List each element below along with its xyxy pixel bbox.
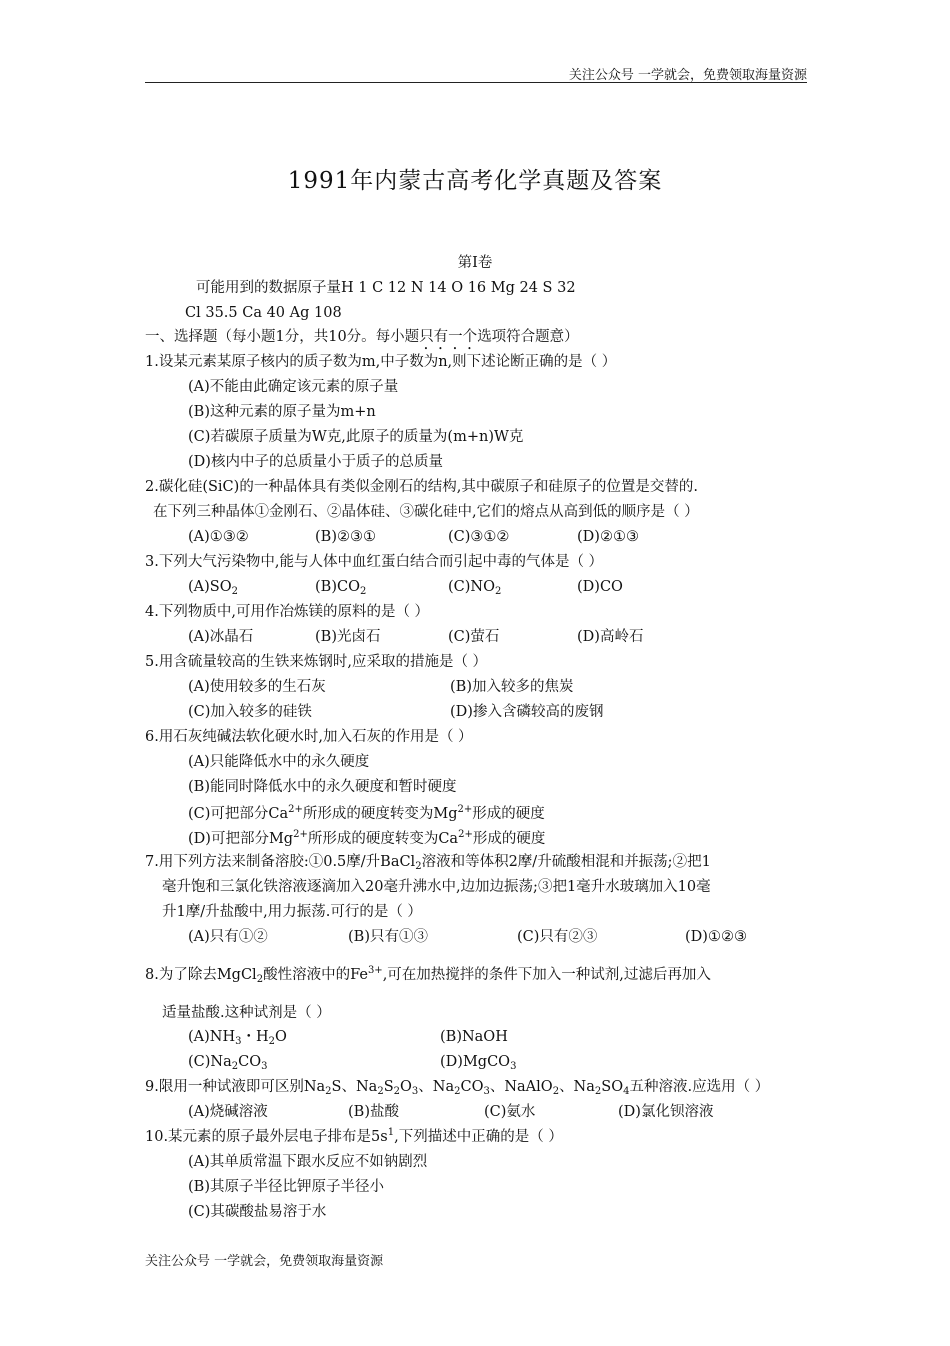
section-label: 第Ⅰ卷 [457,255,493,271]
q5-option-c: (C)加入较多的硅铁 [188,704,312,720]
q2-option-d: (D)②①③ [577,529,639,545]
q3-stem: 3.下列大气污染物中,能与人体中血红蛋白结合而引起中毒的气体是（ ） [145,554,604,570]
atomic-masses-line1: 可能用到的数据原子量H 1 C 12 N 14 O 16 Mg 24 S 32 [196,280,576,296]
q9-sub3: 2 [393,1086,400,1097]
q6-option-d [188,828,545,850]
page-title: 1991年内蒙古高考化学真题及答案 [287,168,663,194]
q8-d-sub1: 3 [510,1061,517,1072]
q8-stem-part2: 酸性溶液中的Fe [263,967,368,983]
q8-stem-part3: ,可在加热搅拌的条件下加入一种试剂,过滤后再加入 [382,967,711,983]
q6-option-c [188,803,545,825]
q2-stem-line2: 在下列三种晶体①金刚石、②晶体硅、③碳化硅中,它们的熔点从高到低的顺序是（ ） [153,504,699,520]
q8-c-part1: (C)Na [188,1054,232,1070]
q9-sub7: 2 [552,1086,560,1097]
q8-c-part2: CO [238,1054,262,1070]
q9-option-d: (D)氯化钡溶液 [618,1104,714,1120]
q7-option-b: (B)只有①③ [348,929,428,945]
q8-c-sub1: 2 [231,1061,239,1072]
q8-stem-sub: 2 [256,974,264,985]
part-heading-a: 一、选择题（每小题1分，共10分。每小题 [145,329,420,345]
q10-stem [145,1126,563,1148]
q9-option-b: (B)盐酸 [348,1104,399,1120]
q6-stem: 6.用石灰纯碱法软化硬水时,加入石灰的作用是（ ） [145,729,473,745]
q9-sub5: 2 [454,1086,461,1097]
part-heading [145,326,579,353]
q7-stem-line2: 毫升饱和三氯化铁溶液逐滴加入20毫升沸水中,边加边振荡;③把1毫升水玻璃加入10毫 [162,879,711,895]
q8-stem-sup: 3+ [367,965,383,976]
q8-a-sub1: 3 [235,1036,242,1047]
q3-option-c [448,576,501,598]
q3-option-d: (D)CO [577,579,623,595]
q6-option-b: (B)能同时降低水中的永久硬度和暂时硬度 [188,779,457,795]
q3-a-sub: 2 [231,586,238,597]
q9-sub2: 2 [377,1086,384,1097]
atomic-masses-line2: Cl 35.5 Ca 40 Ag 108 [185,305,342,321]
q6-d-part2: 所形成的硬度转变为Ca [307,831,459,847]
q7-option-c: (C)只有②③ [517,929,598,945]
q8-a-sub2: 2 [268,1036,276,1047]
q4-option-a: (A)冰晶石 [188,629,254,645]
q10-stem-sup: 1 [387,1127,395,1138]
q6-c-sup1: 2+ [288,804,303,815]
q9-s3: S [383,1079,394,1095]
q1-option-b: (B)这种元素的原子量为m+n [188,404,376,420]
q5-stem: 5.用含硫量较高的生铁来炼钢时,应采取的措施是（ ） [145,654,488,670]
q6-d-sup2: 2+ [458,829,473,840]
q9-s10: 五种溶液.应选用（ ） [629,1079,770,1095]
q3-c-sub: 2 [494,586,502,597]
q3-c-text: (C)NO [448,579,495,595]
q9-option-a: (A)烧碱溶液 [188,1104,268,1120]
q6-c-part1: (C)可把部分Ca [188,806,289,822]
q5-option-a: (A)使用较多的生石灰 [188,679,326,695]
q6-option-a: (A)只能降低水中的永久硬度 [188,754,370,770]
q7-stem-part2: 溶液和等体积2摩/升硫酸相混和并振荡;②把1 [421,854,711,870]
q1-option-a: (A)不能由此确定该元素的原子量 [188,379,399,395]
q7-stem-line1 [145,851,711,873]
q8-a-part3: O [275,1029,287,1045]
page-footer: 关注公众号 一学就会，免费领取海量资源 [145,1254,384,1269]
q9-s7: 、NaAlO [489,1079,553,1095]
q9-s9: SO [601,1079,624,1095]
q9-s4: O [400,1079,412,1095]
q6-d-part1: (D)可把部分Mg [188,831,294,847]
q2-option-b: (B)②③① [315,529,376,545]
q2-stem-line1: 2.碳化硅(SiC)的一种晶体具有类似金刚石的结构,其中碳原子和硅原子的位置是交替的. [145,479,699,495]
q7-option-a: (A)只有①② [188,929,268,945]
q6-d-part3: 形成的硬度 [472,831,546,847]
q8-stem-part1: 8.为了除去MgCl [145,967,257,983]
q9-s8: 、Na [559,1079,595,1095]
q4-option-b: (B)光卤石 [315,629,381,645]
q9-sub8: 2 [594,1086,602,1097]
q10-option-b: (B)其原子半径比钾原子半径小 [188,1179,384,1195]
q8-stem-line1 [145,964,711,986]
q8-d-part1: (D)MgCO [440,1054,511,1070]
header-text: 关注公众号 一学就会，免费领取海量资源 [568,68,807,83]
q2-option-c: (C)③①② [448,529,510,545]
q9-sub6: 3 [483,1086,490,1097]
q10-stem-part2: ,下列描述中正确的是（ ） [394,1129,563,1145]
part-heading-emphasis: 只有一个 [419,329,478,345]
q7-stem-line3: 升1摩/升盐酸中,用力振荡.可行的是（ ） [162,904,422,920]
q8-c-sub2: 3 [261,1061,268,1072]
q8-a-part2: ・H [241,1029,269,1045]
q9-s5: 、Na [418,1079,455,1095]
q2-option-a: (A)①③② [188,529,249,545]
q6-c-part3: 形成的硬度 [472,806,545,822]
q10-option-a: (A)其单质常温下跟水反应不如钠剧烈 [188,1154,428,1170]
q9-sub9: 4 [623,1086,630,1097]
q8-a-part1: (A)NH [188,1029,236,1045]
q7-option-d: (D)①②③ [685,929,747,945]
q9-stem [145,1076,769,1098]
q5-option-d: (D)掺入含磷较高的废钢 [450,704,604,720]
q6-c-sup2: 2+ [457,804,473,815]
q4-option-d: (D)高岭石 [577,629,644,645]
q4-option-c: (C)萤石 [448,629,500,645]
q3-b-text: (B)CO [315,579,360,595]
q8-option-a [188,1026,287,1048]
q9-s1: 9.限用一种试液即可区别Na [145,1079,326,1095]
q1-option-d: (D)核内中子的总质量小于质子的总质量 [188,454,443,470]
q8-option-b: (B)NaOH [440,1029,508,1045]
q1-option-c: (C)若碳原子质量为W克,此原子的质量为(m+n)W克 [188,429,524,445]
q10-option-c: (C)其碳酸盐易溶于水 [188,1204,327,1220]
q9-option-c: (C)氨水 [484,1104,536,1120]
q9-s6: CO [460,1079,484,1095]
q10-stem-part1: 10.某元素的原子最外层电子排布是5s [145,1129,388,1145]
q7-stem-sub: 2 [415,861,422,872]
q4-stem: 4.下列物质中,可用作冶炼镁的原料的是（ ） [145,604,430,620]
q9-sub1: 2 [325,1086,332,1097]
q6-c-part2: 所形成的硬度转变为Mg [302,806,458,822]
q8-option-d [440,1051,516,1073]
q3-option-a [188,576,238,598]
q5-option-b: (B)加入较多的焦炭 [450,679,574,695]
part-heading-b: 选项符合题意） [477,329,579,345]
q3-b-sub: 2 [359,586,367,597]
q9-s2: S、Na [331,1079,378,1095]
q8-option-c [188,1051,267,1073]
page-header [145,64,807,83]
q1-stem: 1.设某元素某原子核内的质子数为m,中子数为n,则下述论断正确的是（ ） [145,354,617,370]
q6-d-sup1: 2+ [293,829,308,840]
q8-stem-line2: 适量盐酸.这种试剂是（ ） [162,1005,331,1021]
q7-stem-part1: 7.用下列方法来制备溶胶:①0.5摩/升BaCl [145,854,416,870]
q3-a-text: (A)SO [188,579,232,595]
q3-option-b [315,576,366,598]
q9-sub4: 3 [411,1086,419,1097]
